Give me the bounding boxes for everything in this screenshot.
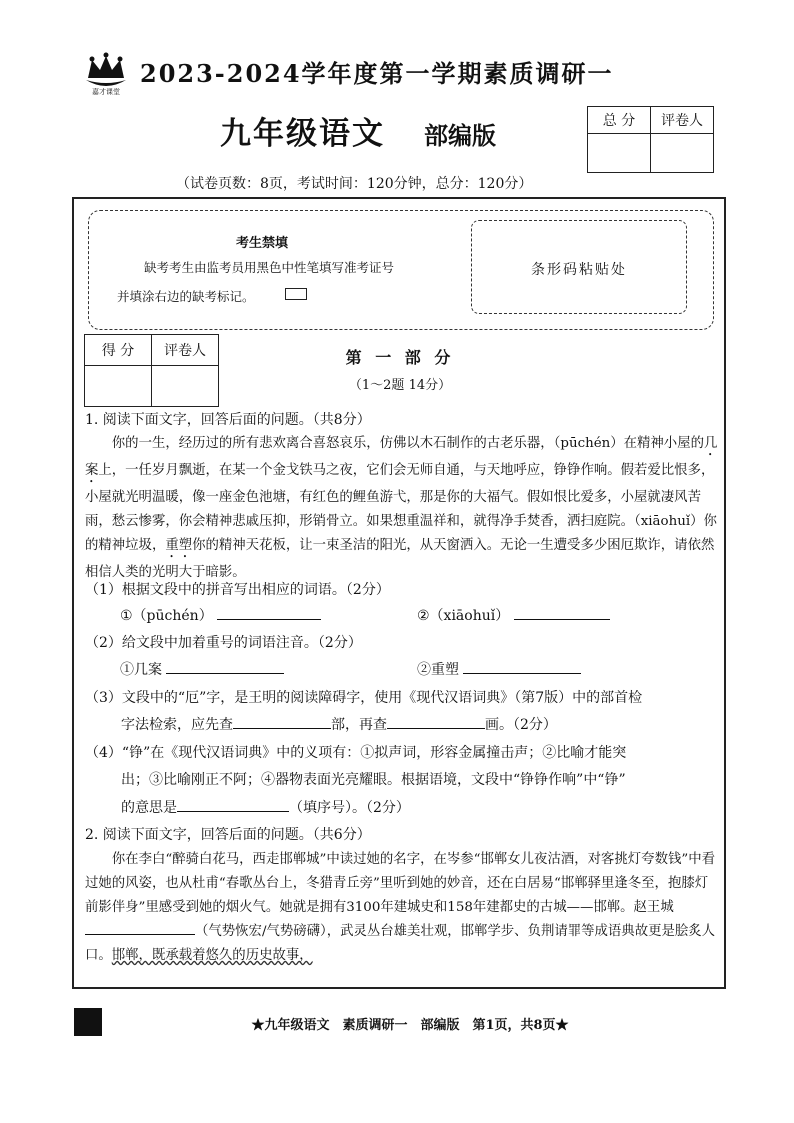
crown-icon [84,52,128,90]
page-footer: ★九年级语文 素质调研一 部编版 第1页，共8页★ [251,1018,569,1033]
q1-passage-part2: 上，一任岁月飘逝，在某一个金戈铁马之夜，它们会无师自通，与天地呼应，铮铮作响。假若爱比恨多，小屋就光明温暖，像一座金色池塘，有红色的鲤鱼游弋，那是你的大福气。假如恨比爱多，小屋就凄风苦雨，愁云惨雾，你会精神悲戚压抑，形销骨立。如果想重温祥和，就得净手焚香，洒扫庭院。（xiāohuǐ）你的精神垃圾， [85,463,717,553]
q2-idiom-blank[interactable] [85,920,195,935]
q1-sub3-text-b: 部，再查 [331,717,387,733]
q2-wavy-sentence: 邯郸，既承载着悠久的历史故事， [111,948,313,963]
part1-score-cell[interactable] [85,366,152,407]
q1-sub2-a-label: ①几案 [120,662,162,678]
q1-sub4-blank[interactable] [177,797,289,812]
q2-heading: 2. 阅读下面文字，回答后面的问题。（共6分） [85,827,371,843]
q2-passage [85,848,719,968]
total-score-label: 总 分 [588,107,651,134]
q1-sub2-a [120,658,420,682]
q1-sub4-text-a: 的意思是 [121,800,177,816]
notice-line-1: 缺考考生由监考员用黑色中性笔填写准考证号 [144,260,395,275]
part1-grader-label: 评卷人 [152,335,219,366]
q1-sub2-a-blank[interactable] [166,659,284,674]
total-score-table [587,106,714,173]
q1-sub2: （2）给文段中加着重号的词语注音。（2分） [85,635,362,651]
q1-sub1-b [417,604,717,628]
notice-line-2: 并填涂右边的缺考标记。 [117,289,255,304]
exam-title: 2023-2024学年度第一学期素质调研一 [140,59,614,88]
part1-score-table [84,334,219,407]
grader-label: 评卷人 [651,107,714,134]
notice-heading: 考生禁填 [236,236,289,251]
exam-info: （试卷页数：8页，考试时间：120分钟，总分：120分） [176,176,533,192]
logo-text: 嘉才课堂 [92,88,120,96]
q1-heading: 1. 阅读下面文字，回答后面的问题。（共8分） [85,412,371,428]
q1-sub3-line1: （3）文段中的“厄”字，是王明的阅读障碍字，使用《现代汉语词典》（第7版）中的部首检 [85,690,643,706]
q1-passage-part3: 你的精神天花板，让一束圣洁的阳光，从天窗洒入。无论一生遭受多少困厄欺诈，请依然相信人类的光明大于暗影。 [85,538,715,580]
total-score-cell[interactable] [588,134,651,173]
edition-label: 部编版 [424,121,496,150]
q1-sub4-line1: （4）“铮”在《现代汉语词典》中的义项有：①拟声词，形容金属撞击声；②比喻才能突 [85,745,627,761]
q1-sub1: （1）根据文段中的拼音写出相应的词语。（2分） [85,582,390,598]
q1-sub2-b-label: ②重塑 [417,662,459,678]
q1-dotted-word-1: 几案 [85,436,718,478]
q2-passage-part1: 你在李白“醉骑白花马，西走邯郸城”中读过她的名字，在岑参“邯郸女儿夜沽酒，对客挑灯夸数钱”中看过她的风姿，也从杜甫“春歌丛台上，冬猎青丘旁”里听到她的妙音，还在白居易“邯郸驿里逢冬至，抱膝灯前影伴身”里感受到她的烟火气。她就是拥有3100年建城史和158年建都史的古城——邯郸。赵王城 [85,852,715,915]
q1-sub1-b-blank[interactable] [514,605,610,620]
subject-title: 九年级语文 [220,116,385,152]
q1-sub3-text-c: 画。（2分） [485,717,557,733]
q1-sub1-b-label: ②（xiāohuǐ） [417,608,510,624]
q1-sub3-text-a: 字法检索，应先查 [121,717,233,733]
q1-dotted-word-2: 重塑 [165,538,193,553]
q1-passage-part1: 你的一生，经历过的所有悲欢离合喜怒哀乐，仿佛以木石制作的古老乐器，（pūchén）在精神小屋的 [111,436,704,451]
q2-passage-part2: （气势恢宏/气势磅礴），武灵丛台雄美壮观，邯郸学步、负荆请罪等成语典故更是脍炙人口。 [85,924,716,963]
part1-title: 第 一 部 分 [345,348,455,367]
q1-sub3-line2 [121,713,681,737]
part1-score-label: 得 分 [85,335,152,366]
q1-sub1-a-label: ①（pūchén） [120,608,213,624]
part1-range: （1～2题 14分） [348,378,452,393]
q1-passage [85,432,719,585]
footer-locator-mark [74,1008,102,1036]
q1-sub2-b-blank[interactable] [463,659,581,674]
q1-sub3-stroke-blank[interactable] [387,714,485,729]
part1-grader-cell[interactable] [152,366,219,407]
q1-sub4-text-b: （填序号）。（2分） [289,800,410,816]
absent-mark-box[interactable] [285,288,307,300]
q1-sub4-line2: 出；③比喻刚正不阿；④器物表面光亮耀眼。根据语境，文段中“铮铮作响”中“铮” [121,772,626,788]
q1-sub2-b [417,658,717,682]
q1-sub1-a [120,604,420,628]
barcode-label: 条形码粘贴处 [531,262,627,278]
q1-sub1-a-blank[interactable] [217,605,321,620]
q1-sub3-radical-blank[interactable] [233,714,331,729]
grader-cell[interactable] [651,134,714,173]
q1-sub4-line3 [121,796,681,820]
